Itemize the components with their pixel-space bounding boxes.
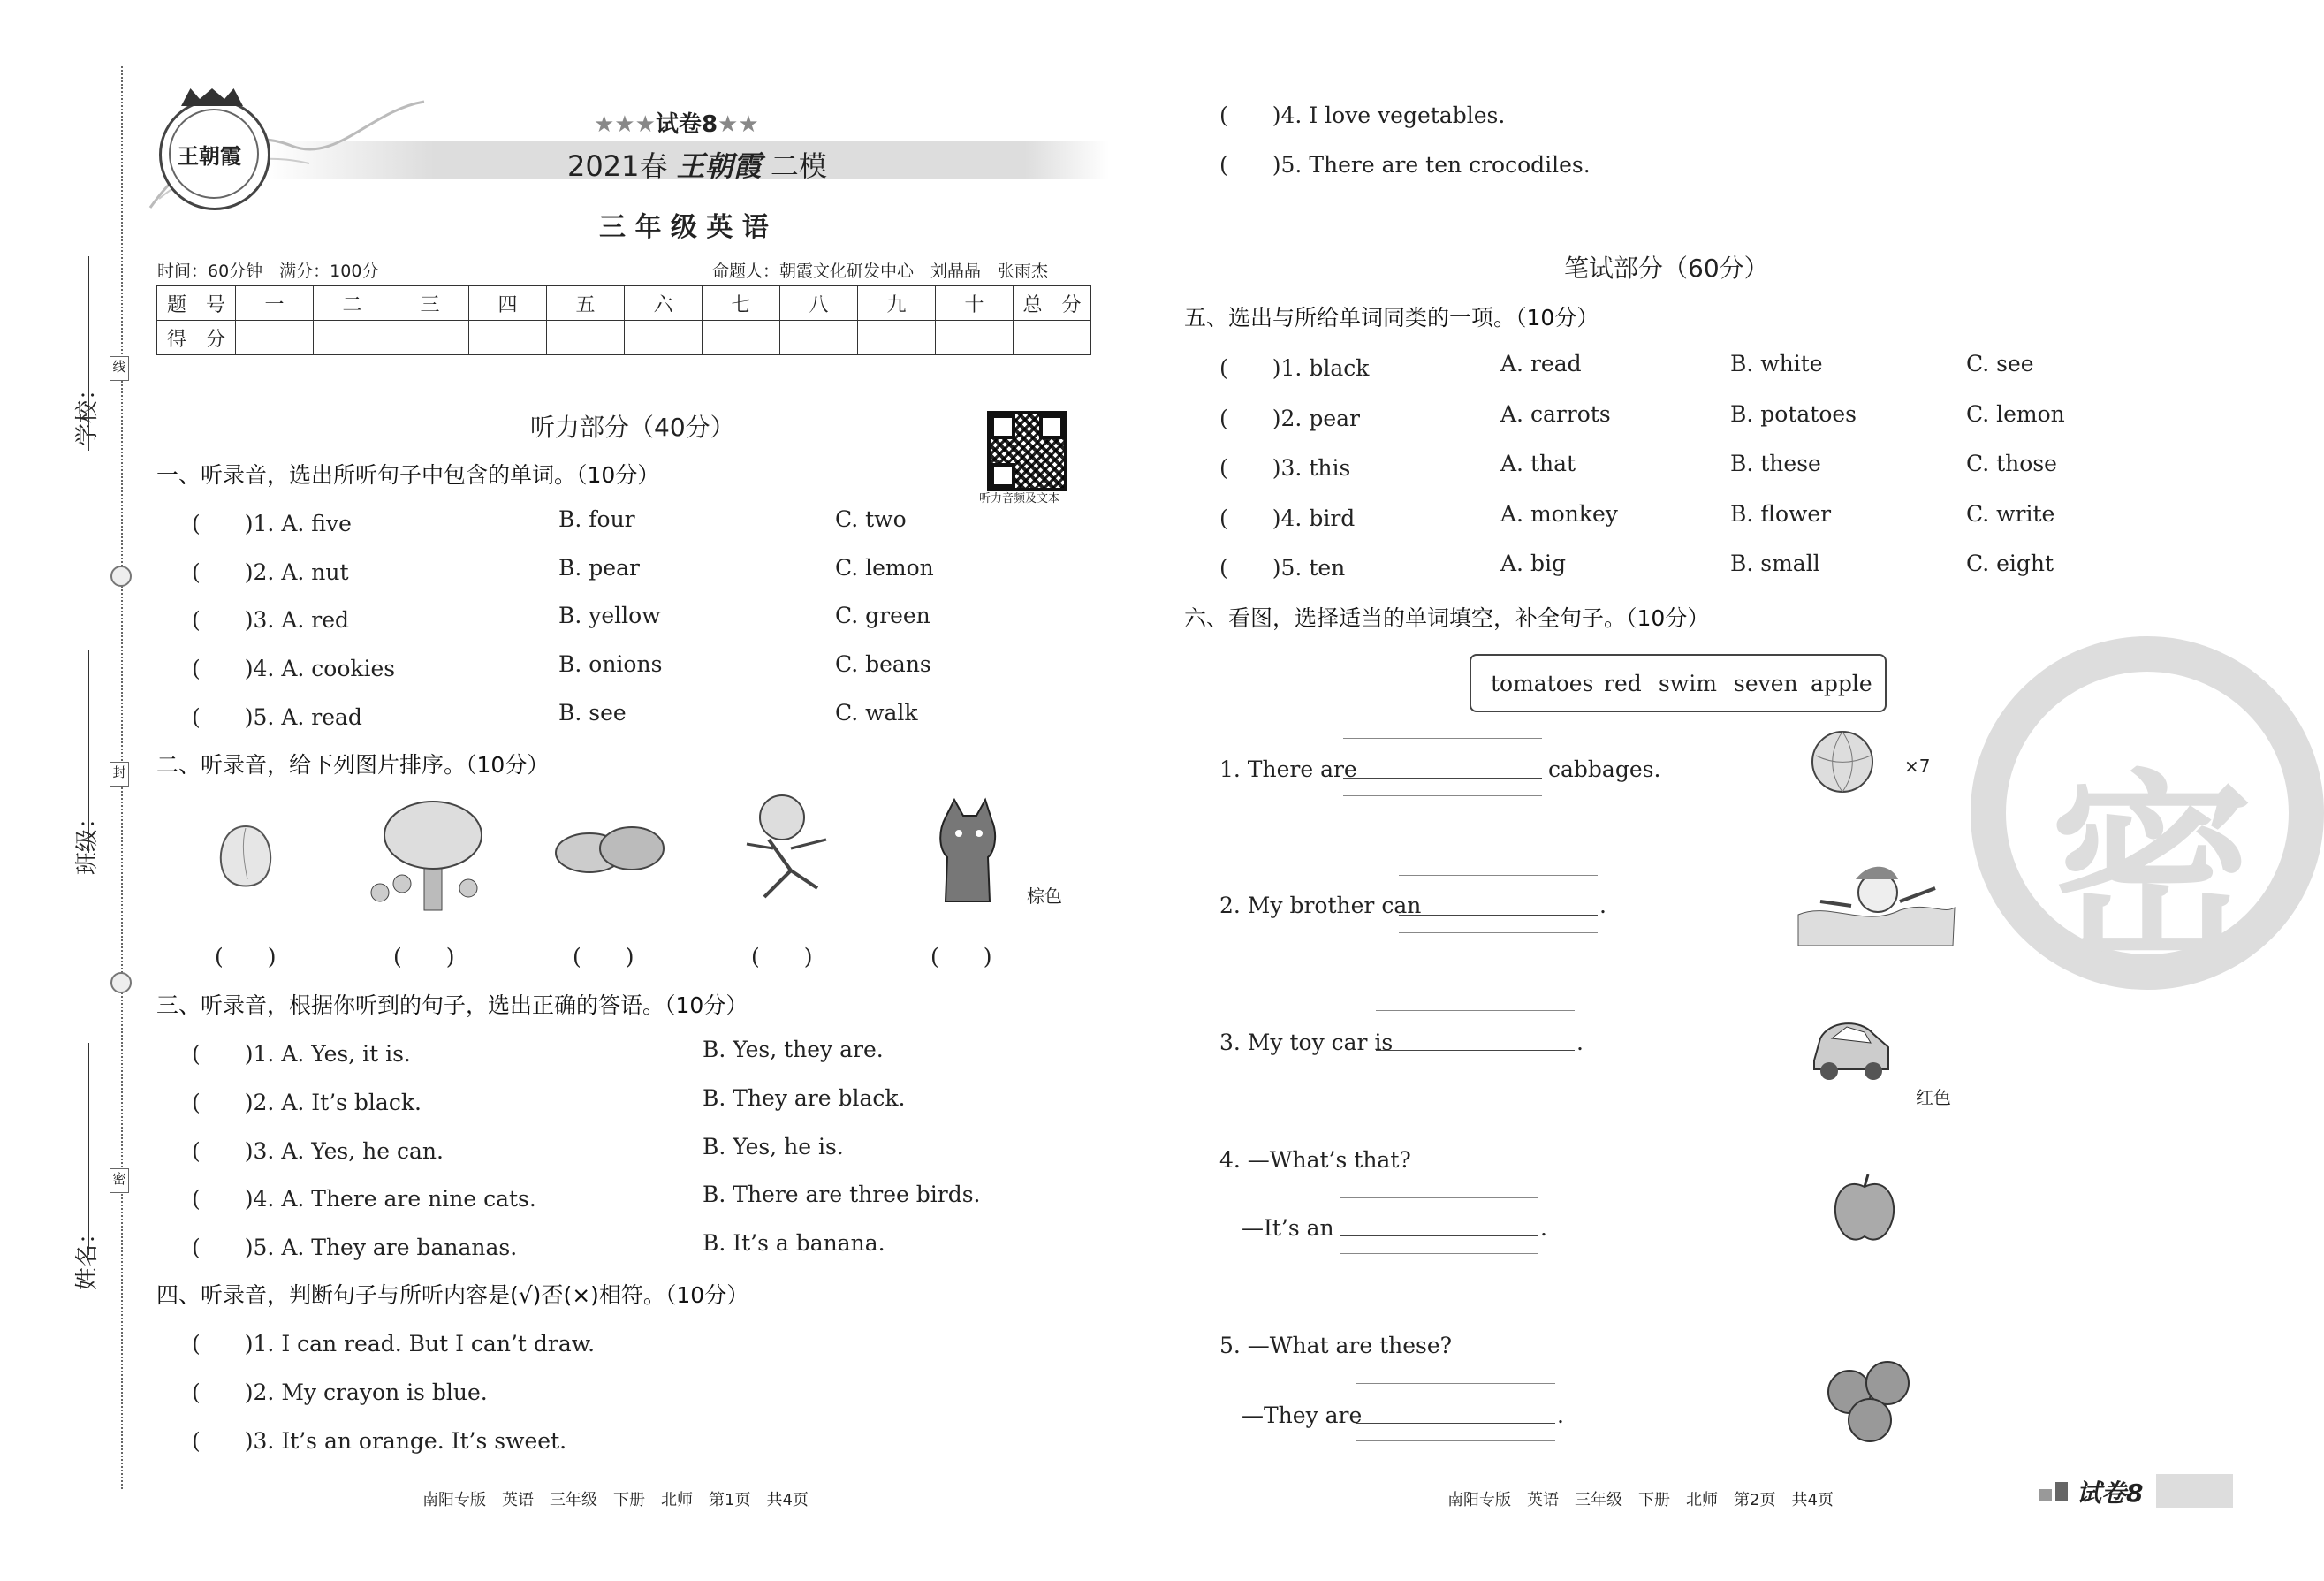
question-row: ( )2. A. nut (192, 559, 349, 585)
option-c[interactable]: C. those (1966, 451, 2057, 476)
answer-paren[interactable]: ( ) (930, 944, 992, 969)
fill-question-3: 3. My toy car is (1219, 1030, 1394, 1055)
option-c[interactable]: C. green (835, 603, 930, 628)
question-row: ( )4. I love vegetables. (1219, 103, 1506, 128)
dog-color-label: 棕色 (1027, 886, 1062, 907)
answer-line[interactable] (1399, 915, 1598, 916)
option-c[interactable]: C. eight (1966, 551, 2054, 576)
option-a[interactable]: A. monkey (1500, 501, 1618, 527)
section-5-title: 五、选出与所给单词同类的一项。（10分） (1184, 305, 1599, 331)
option-b[interactable]: B. potatoes (1730, 401, 1857, 427)
tomatoes-image (1819, 1357, 1916, 1445)
question-row: ( )5. A. They are bananas. (192, 1235, 518, 1260)
answer-paren[interactable]: ( ) (573, 944, 634, 969)
girl-skating-image (729, 791, 844, 915)
question-row: ( )3. this (1219, 455, 1351, 481)
option-a[interactable]: A. that (1500, 451, 1576, 476)
question-row: ( )3. A. red (192, 607, 350, 633)
option-b[interactable]: B. onions (558, 651, 663, 677)
footer-right: 南阳专版 英语 三年级 下册 北师 第2页 共4页 (1447, 1491, 1834, 1509)
listening-title: 听力部分（40分） (530, 413, 735, 442)
option-c[interactable]: C. see (1966, 351, 2034, 376)
answer-paren[interactable]: ( ) (393, 944, 455, 969)
brand-logo: 王朝霞 (159, 99, 270, 210)
option-b[interactable]: B. Yes, they are. (703, 1037, 884, 1062)
scissors-icon (110, 972, 132, 993)
toy-car-image (1807, 1007, 1895, 1096)
watermark-seal: 密 (1971, 636, 2324, 990)
section-3-title: 三、听录音，根据你听到的句子，选出正确的答语。（10分） (156, 992, 748, 1018)
footer-left: 南阳专版 英语 三年级 下册 北师 第1页 共4页 (422, 1491, 809, 1509)
option-c[interactable]: C. lemon (835, 555, 934, 581)
badge-decoration (2039, 1489, 2052, 1501)
question-row: ( )2. pear (1219, 406, 1360, 431)
option-a[interactable]: A. carrots (1500, 401, 1611, 427)
question-row: ( )4. A. cookies (192, 656, 396, 681)
name-label: 姓名： (74, 1220, 101, 1290)
question-row: ( )5. A. read (192, 704, 362, 730)
boy-swimming-image (1794, 853, 1957, 950)
tag-secret: 密 (110, 1168, 129, 1193)
question-row: ( )2. A. It’s black. (192, 1090, 422, 1115)
option-b[interactable]: B. these (1730, 451, 1821, 476)
question-row: ( )1. black (1219, 355, 1370, 381)
option-c[interactable]: C. beans (835, 651, 931, 677)
cabbage-image (1807, 725, 1878, 795)
stars-title: ★★★试卷8★★ (594, 111, 759, 138)
question-row: ( )3. It’s an orange. It’s sweet. (192, 1428, 567, 1454)
class-field[interactable] (88, 650, 89, 853)
answer-paren[interactable]: ( ) (215, 944, 277, 969)
potatoes-image (552, 822, 667, 884)
score-table: 题 号 一 二 三 四 五 六 七 八 九 十 总 分 得 分 (156, 285, 1091, 355)
question-row: ( )4. A. There are nine cats. (192, 1186, 536, 1212)
option-b[interactable]: B. pear (558, 555, 640, 581)
apple-image (1829, 1171, 1900, 1246)
crown-icon (181, 88, 243, 106)
section-2-title: 二、听录音，给下列图片排序。（10分） (156, 752, 550, 778)
option-b[interactable]: B. small (1730, 551, 1820, 576)
option-b[interactable]: B. They are black. (703, 1085, 906, 1111)
name-field[interactable] (88, 1043, 89, 1255)
school-field[interactable] (88, 256, 89, 451)
qr-code[interactable] (987, 411, 1067, 491)
writing-title: 笔试部分（60分） (1564, 254, 1769, 283)
fill-question-5: 5. —What are these? (1219, 1333, 1453, 1358)
section-1-title: 一、听录音，选出所听句子中包含的单词。（10分） (156, 462, 660, 488)
answer-line[interactable] (1376, 1050, 1575, 1051)
authors: 命题人：朝霞文化研发中心 刘晶晶 张雨杰 (712, 262, 1049, 281)
section-4-title: 四、听录音，判断句子与所听内容是(√)否(×)相符。（10分） (156, 1282, 749, 1308)
question-row: ( )5. ten (1219, 555, 1346, 581)
answer-line[interactable] (1356, 1423, 1555, 1424)
subject-title: 三 年 级 英 语 (599, 212, 769, 243)
word-bank: tomatoes red swim seven apple (1470, 654, 1887, 712)
footer-badge: 试卷8 (2077, 1478, 2144, 1508)
option-c[interactable]: C. walk (835, 700, 918, 726)
fill-question-2: 2. My brother can (1219, 893, 1422, 918)
option-a[interactable]: A. big (1500, 551, 1566, 576)
school-label: 学校： (74, 376, 101, 446)
time-info: 时间：60分钟 满分：100分 (157, 262, 379, 281)
option-c[interactable]: C. write (1966, 501, 2055, 527)
option-b[interactable]: B. four (558, 506, 635, 532)
question-row: ( )4. bird (1219, 505, 1356, 531)
option-a[interactable]: A. read (1500, 351, 1582, 376)
option-b[interactable]: B. white (1730, 351, 1823, 376)
peach-image (210, 817, 281, 893)
question-row: ( )5. There are ten crocodiles. (1219, 152, 1591, 178)
option-b[interactable]: B. There are three birds. (703, 1182, 981, 1207)
qr-caption: 听力音频及文本 (979, 492, 1060, 505)
option-b[interactable]: B. It’s a banana. (703, 1230, 885, 1256)
badge-bar (2156, 1474, 2233, 1508)
tag-line: 线 (110, 356, 129, 381)
option-b[interactable]: B. flower (1730, 501, 1832, 527)
option-b[interactable]: B. yellow (558, 603, 661, 628)
exam-title: 2021春 王朝霞 二模 (567, 149, 827, 183)
car-color-tag: 红色 (1916, 1087, 1951, 1108)
monkeys-tree-image (362, 795, 495, 915)
option-b[interactable]: B. Yes, he is. (703, 1134, 844, 1159)
tag-seal: 封 (110, 762, 129, 787)
question-row: ( )2. My crayon is blue. (192, 1380, 488, 1405)
dog-image (928, 800, 1007, 910)
fill-question-1: 1. There are (1219, 756, 1357, 782)
option-c[interactable]: C. lemon (1966, 401, 2065, 427)
fill-question-4: 4. —What’s that? (1219, 1147, 1411, 1173)
answer-line[interactable] (1340, 1235, 1538, 1236)
scissors-icon (110, 566, 132, 587)
section-6-title: 六、看图，选择适当的单词填空，补全句子。（10分） (1184, 605, 1710, 631)
option-b[interactable]: B. see (558, 700, 627, 726)
question-row: ( )1. A. Yes, it is. (192, 1041, 411, 1067)
question-row: ( )1. I can read. But I can’t draw. (192, 1331, 596, 1357)
option-c[interactable]: C. two (835, 506, 907, 532)
class-label: 班级： (74, 805, 101, 875)
badge-decoration (2055, 1482, 2068, 1501)
question-row: ( )3. A. Yes, he can. (192, 1138, 444, 1164)
answer-line[interactable] (1343, 778, 1542, 779)
answer-paren[interactable]: ( ) (751, 944, 813, 969)
count-tag: ×7 (1904, 756, 1931, 777)
question-row: ( )1. A. five (192, 511, 352, 536)
